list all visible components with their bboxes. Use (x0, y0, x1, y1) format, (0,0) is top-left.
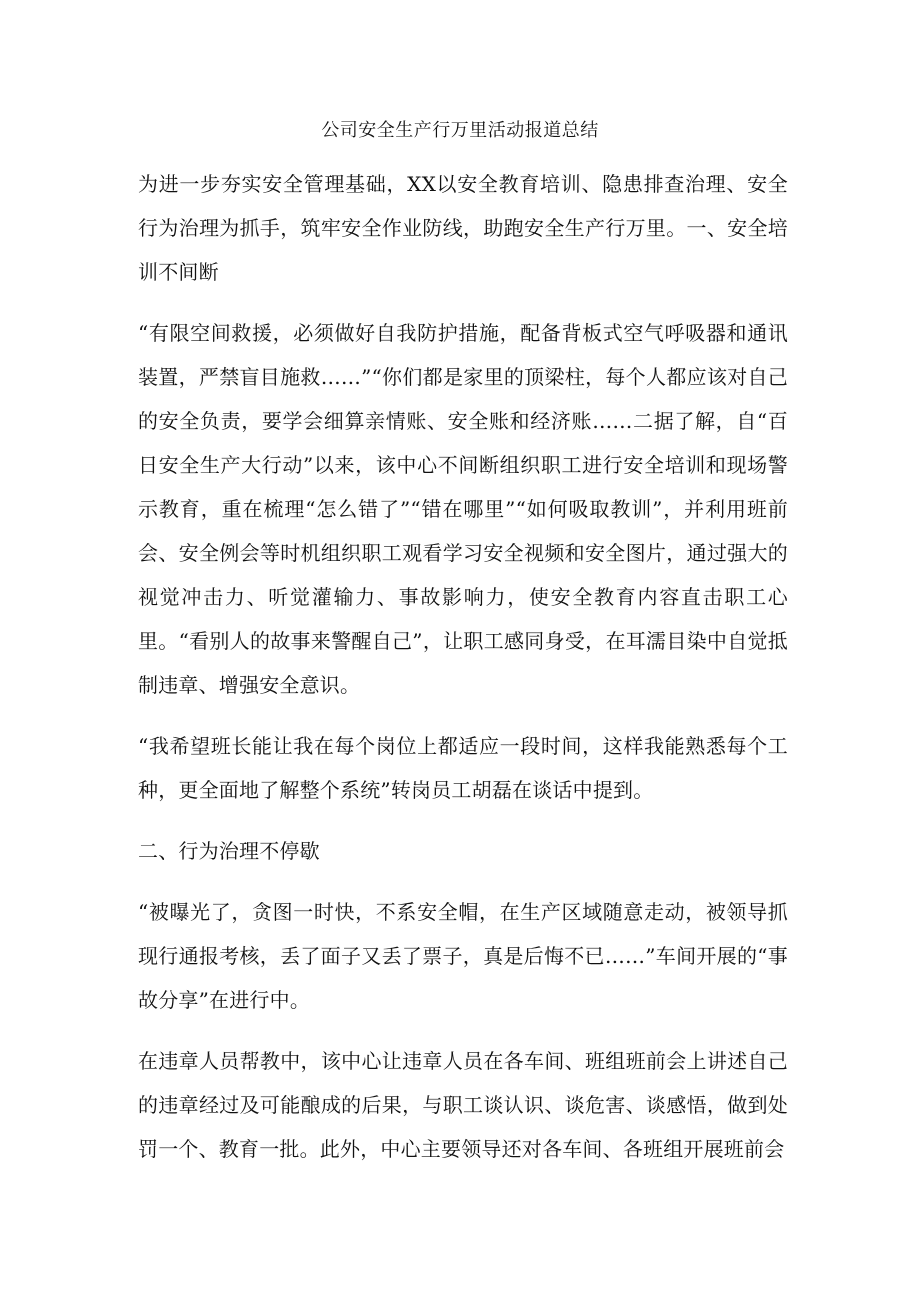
document-body (138, 162, 788, 1188)
paragraph-intro: 为进一步夯实安全管理基础，XX以安全教育培训、隐患排查治理、安全行为治理为抓手，筑牢安全作业防线，助跑安全生产行万里。一、安全培训不间断 (138, 172, 788, 284)
paragraph-training: “有限空间救援，必须做好自我防护措施，配备背板式空气呼吸器和通讯装置，严禁盲目施救……”“你们都是家里的顶梁柱，每个人都应该对自己的安全负责，要学会细算亲情账、安全账和经济账……二据了解，自“百日安全生产大行动”以来，该中心不间断组织职工进行安全培训和现场警示教育，重在梳理“怎么错了”“错在哪里”“如何吸取教训”，并利用班前会、安全例会等时机组织职工观看学习安全视频和安全图片，通过强大的视觉冲击力、听觉灌输力、事故影响力，使安全教育内容直击职工心里。“看别人的故事来警醒自己”，让职工感同身受，在耳濡目染中自觉抵制违章、增强安全意识。 (138, 321, 788, 697)
paragraph-accident-sharing: “被曝光了，贪图一时快，不系安全帽，在生产区域随意走动，被领导抓现行通报考核，丢了面子又丢了票子，真是后悔不已……”车间开展的“事故分享”在进行中。 (138, 900, 788, 1012)
paragraph-education: 在违章人员帮教中，该中心让违章人员在各车间、班组班前会上讲述自己的违章经过及可能酿成的后果，与职工谈认识、谈危害、谈感悟，做到处罚一个、教育一批。此外，中心主要领导还对各车间、各班组开展班前会 (138, 1049, 788, 1161)
document-title: 公司安全生产行万里活动报道总结 (321, 120, 599, 141)
section-heading-behavior: 二、行为治理不停歇 (138, 839, 320, 863)
paragraph-quote: “我希望班长能让我在每个岗位上都适应一段时间，这样我能熟悉每个工种，更全面地了解整个系统”转岗员工胡磊在谈话中提到。 (138, 734, 788, 802)
